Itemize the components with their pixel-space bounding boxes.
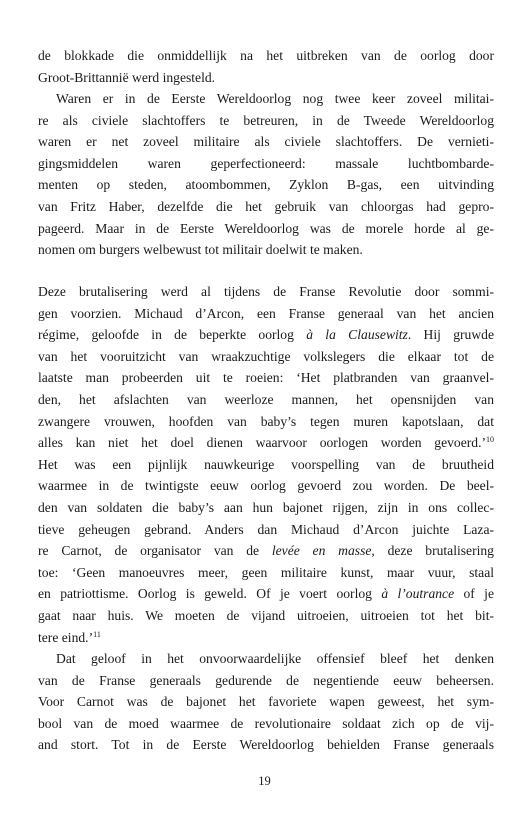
text-line: waren er net zoveel militaire als civiele slachtoffers. De vernieti- [38,134,494,150]
paragraph-4 [38,648,494,756]
text-line: Groot-Brittannië werd ingesteld. [38,69,216,85]
text-line: Voor Carnot was de bajonet het favoriete wapen geweest, het sym- [38,694,494,710]
text-line: Waren er in de Eerste Wereldoorlog nog twee keer zoveel militai- [56,91,494,106]
text-line: Dat geloof in het onvoorwaardelijke offensief bleef het denken [56,651,494,666]
text-line: gaat naar huis. We moeten de vijand uitroeien, uitroeien tot het bit- [38,607,494,623]
text-fragment: régime, geloofde in de beperkte oorlog [38,327,307,343]
text-line: zwangere vrouwen, hoofden van baby’s tegen muren kapotslaan, dat [38,413,494,429]
paragraph-3 [38,281,494,648]
text-line [38,627,494,649]
text-fragment: tere eind.’ [38,629,94,645]
text-line: Het was een pijnlijk nauwkeurige voorspelling van de bruutheid [38,456,494,472]
text-line: van de Franse generaals gedurende de negentiende eeuw beheersen. [38,672,494,688]
text-line: and stort. Tot in de Eerste Wereldoorlog behielden Franse generaals [38,737,494,753]
paragraph-1 [38,45,494,88]
text-line [38,324,494,346]
text-fragment: . Hij gruwde [407,327,494,343]
text-line: van het vooruitzicht van wraakzuchtige volkslegers die elkaar tot de [38,348,494,364]
text-line: de blokkade die onmiddellijk na het uitbreken van de oorlog door [38,48,494,63]
italic-phrase: à l’outrance [381,586,455,602]
text-line: gen voorzien. Michaud d’Arcon, een Franse generaal van het ancien [38,305,494,321]
page-number: 19 [258,774,271,788]
text-line: gingsmiddelen waren geperfectioneerd: massale luchtbombarde- [38,155,494,171]
text-fragment: re Carnot, de organisator van de [38,543,272,559]
text-fragment: of je [454,586,494,602]
footnote-ref: 10 [486,435,494,445]
text-fragment: en patriottisme. Oorlog is geweld. Of je voert oorlog [38,586,382,602]
text-fragment: alles kan niet het doel dienen waarvoor oorlogen worden gevoerd.’ [38,435,486,451]
text-line: pageerd. Maar in de Eerste Wereldoorlog was de morele horde al ge- [38,220,494,236]
text-line [38,432,494,454]
text-fragment: , deze brutalisering [371,543,494,559]
italic-phrase: à la Clausewitz [306,327,408,343]
text-line: den van soldaten die baby’s aan hun bajonet rijgen, zijn in ons collec- [38,499,494,515]
paragraph-2 [38,88,494,261]
text-line: den, het afslachten van weerloze mannen, het opensnijden van [38,391,494,407]
text-line: Deze brutalisering werd al tijdens de Franse Revolutie door sommi- [38,284,494,299]
text-line [38,540,494,562]
text-line: waarmee in de twintigste eeuw oorlog gevoerd zou worden. De beel- [38,478,494,494]
italic-phrase: levée en masse [271,543,372,559]
footnote-ref: 11 [93,629,101,639]
text-line: bool van de moed waarmee de revolutionaire soldaat zich op de vij- [38,715,494,731]
text-line [38,583,494,605]
text-line: toe: ‘Geen manoeuvres meer, geen militaire kunst, maar vuur, staal [38,564,494,580]
text-line: re als civiele slachtoffers te betreuren, in de Tweede Wereldoorlog [38,112,494,128]
text-line: menten op steden, atoombommen, Zyklon B-gas, een uitvinding [38,177,494,193]
text-line: van Fritz Haber, dezelfde die het gebruik van chloorgas had gepro- [38,198,494,214]
text-line: tieve geheugen gebrand. Anders dan Michaud d’Arcon juichte Laza- [38,521,494,537]
text-line: nomen om burgers welbewust tot militair doelwit te maken. [38,242,363,258]
text-line: laatste man probeerden uit te roeien: ‘Het platbranden van graanvel- [38,370,494,386]
